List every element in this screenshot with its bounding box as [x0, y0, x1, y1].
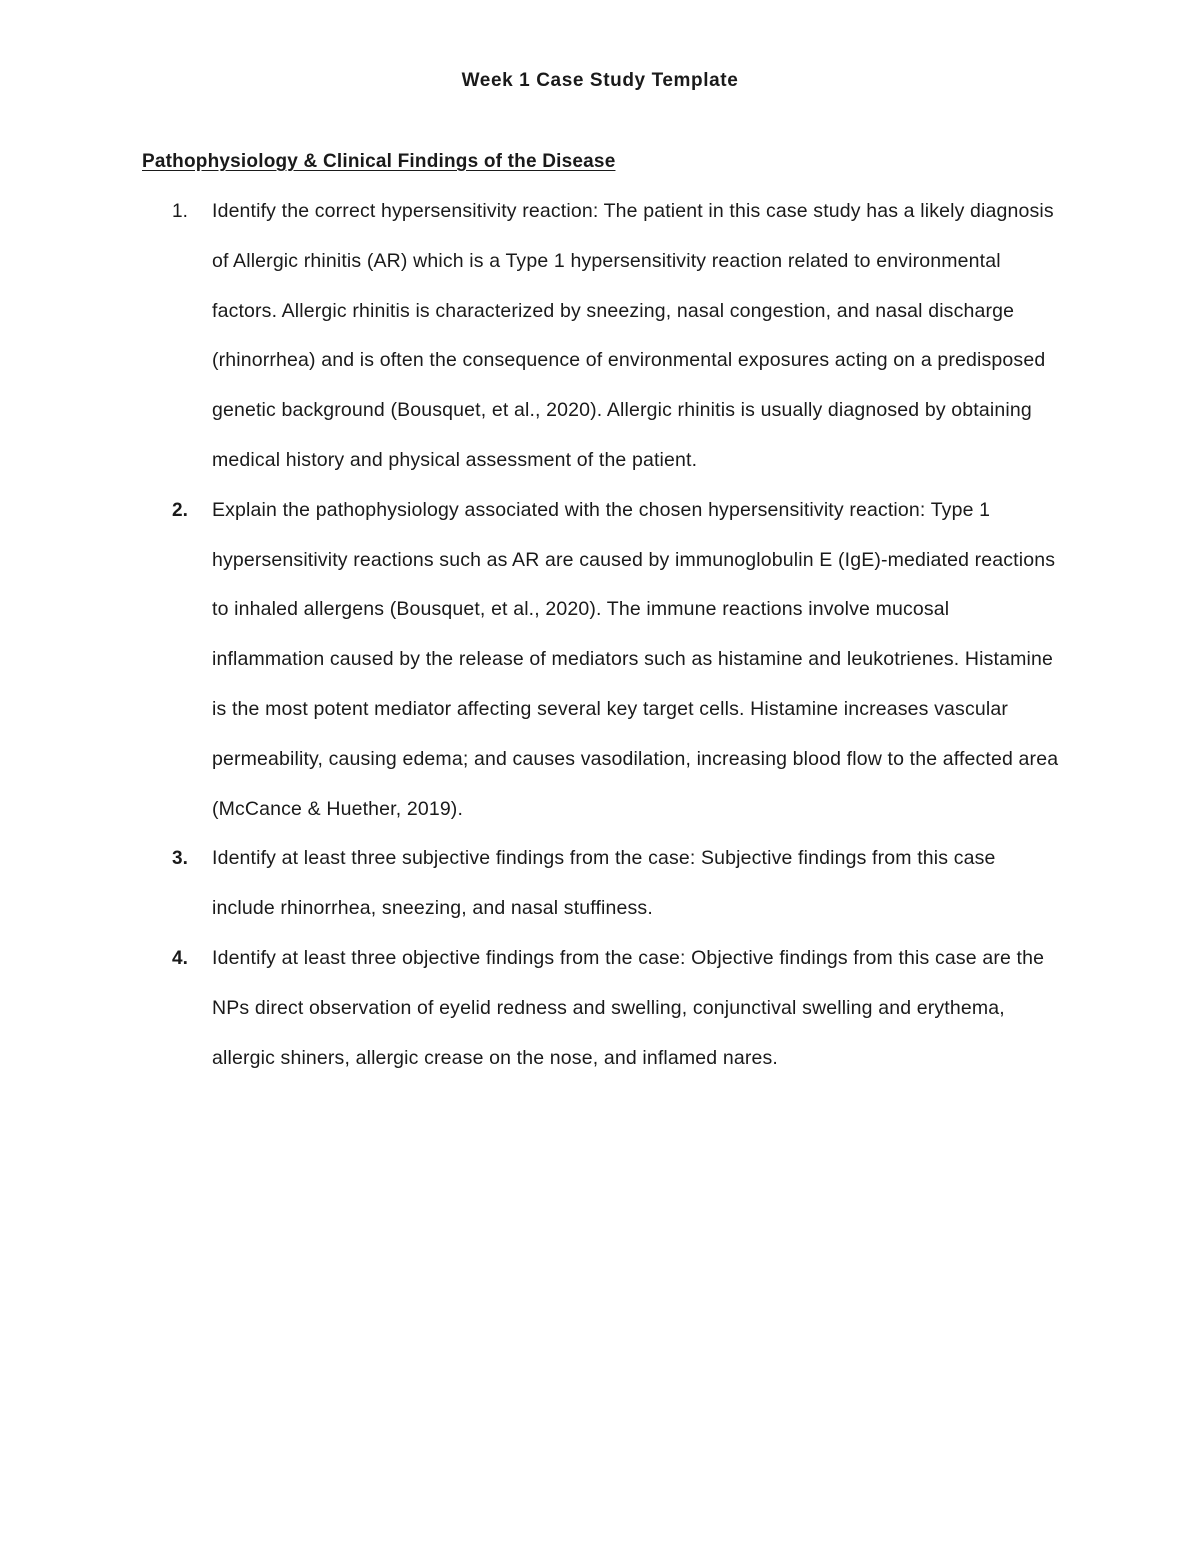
document-title: Week 1 Case Study Template [461, 70, 739, 91]
question-number: 2. [172, 499, 188, 521]
question-number: 1. [172, 201, 188, 222]
question-text: Identify at least three subjective findings from the case: Subjective findings from this case include rhinorrhea, sneezing, and nasal stuffiness. [212, 847, 996, 920]
question-item-2 [0, 486, 1200, 835]
question-text: Identify the correct hypersensitivity reaction: The patient in this case study has a likely diagnosis of Allergic rhinitis (AR) which is a Type 1 hypersensitivity reaction related to environmental factors. Allergic rhinitis is characterized by sneezing, nasal congestion, and nasal discharge (rhinorrhea) and is often the consequence of environmental exposures acting on a predisposed genetic background (Bousquet, et al., 2020). Allergic rhinitis is usually diagnosed by obtaining medical history and physical assessment of the patient. [212, 200, 1054, 471]
section-heading: Pathophysiology & Clinical Findings of the Disease [142, 151, 616, 172]
question-item-1 [0, 187, 1200, 486]
question-number: 4. [172, 947, 188, 969]
question-item-4 [0, 934, 1200, 1083]
question-number: 3. [172, 848, 188, 870]
question-text: Identify at least three objective findings from the case: Objective findings from this case are the NPs direct observation of eyelid redness and swelling, conjunctival swelling and erythema, allergic shiners, allergic crease on the nose, and inflamed nares. [212, 946, 1045, 1069]
question-text: Explain the pathophysiology associated with the chosen hypersensitivity reaction: Type 1 hypersensitivity reactions such as AR are caused by immunoglobulin E (IgE)-mediated reactions to inhaled allergens (Bousquet, et al., 2020). The immune reactions involve mucosal inflammation caused by the release of mediators such as histamine and leukotrienes. Histamine is the most potent mediator affecting several key target cells. Histamine increases vascular permeability, causing edema; and causes vasodilation, increasing blood flow to the affected area (McCance & Huether, 2019). [212, 498, 1059, 820]
question-item-3 [0, 834, 1200, 934]
question-list [0, 187, 1200, 1083]
